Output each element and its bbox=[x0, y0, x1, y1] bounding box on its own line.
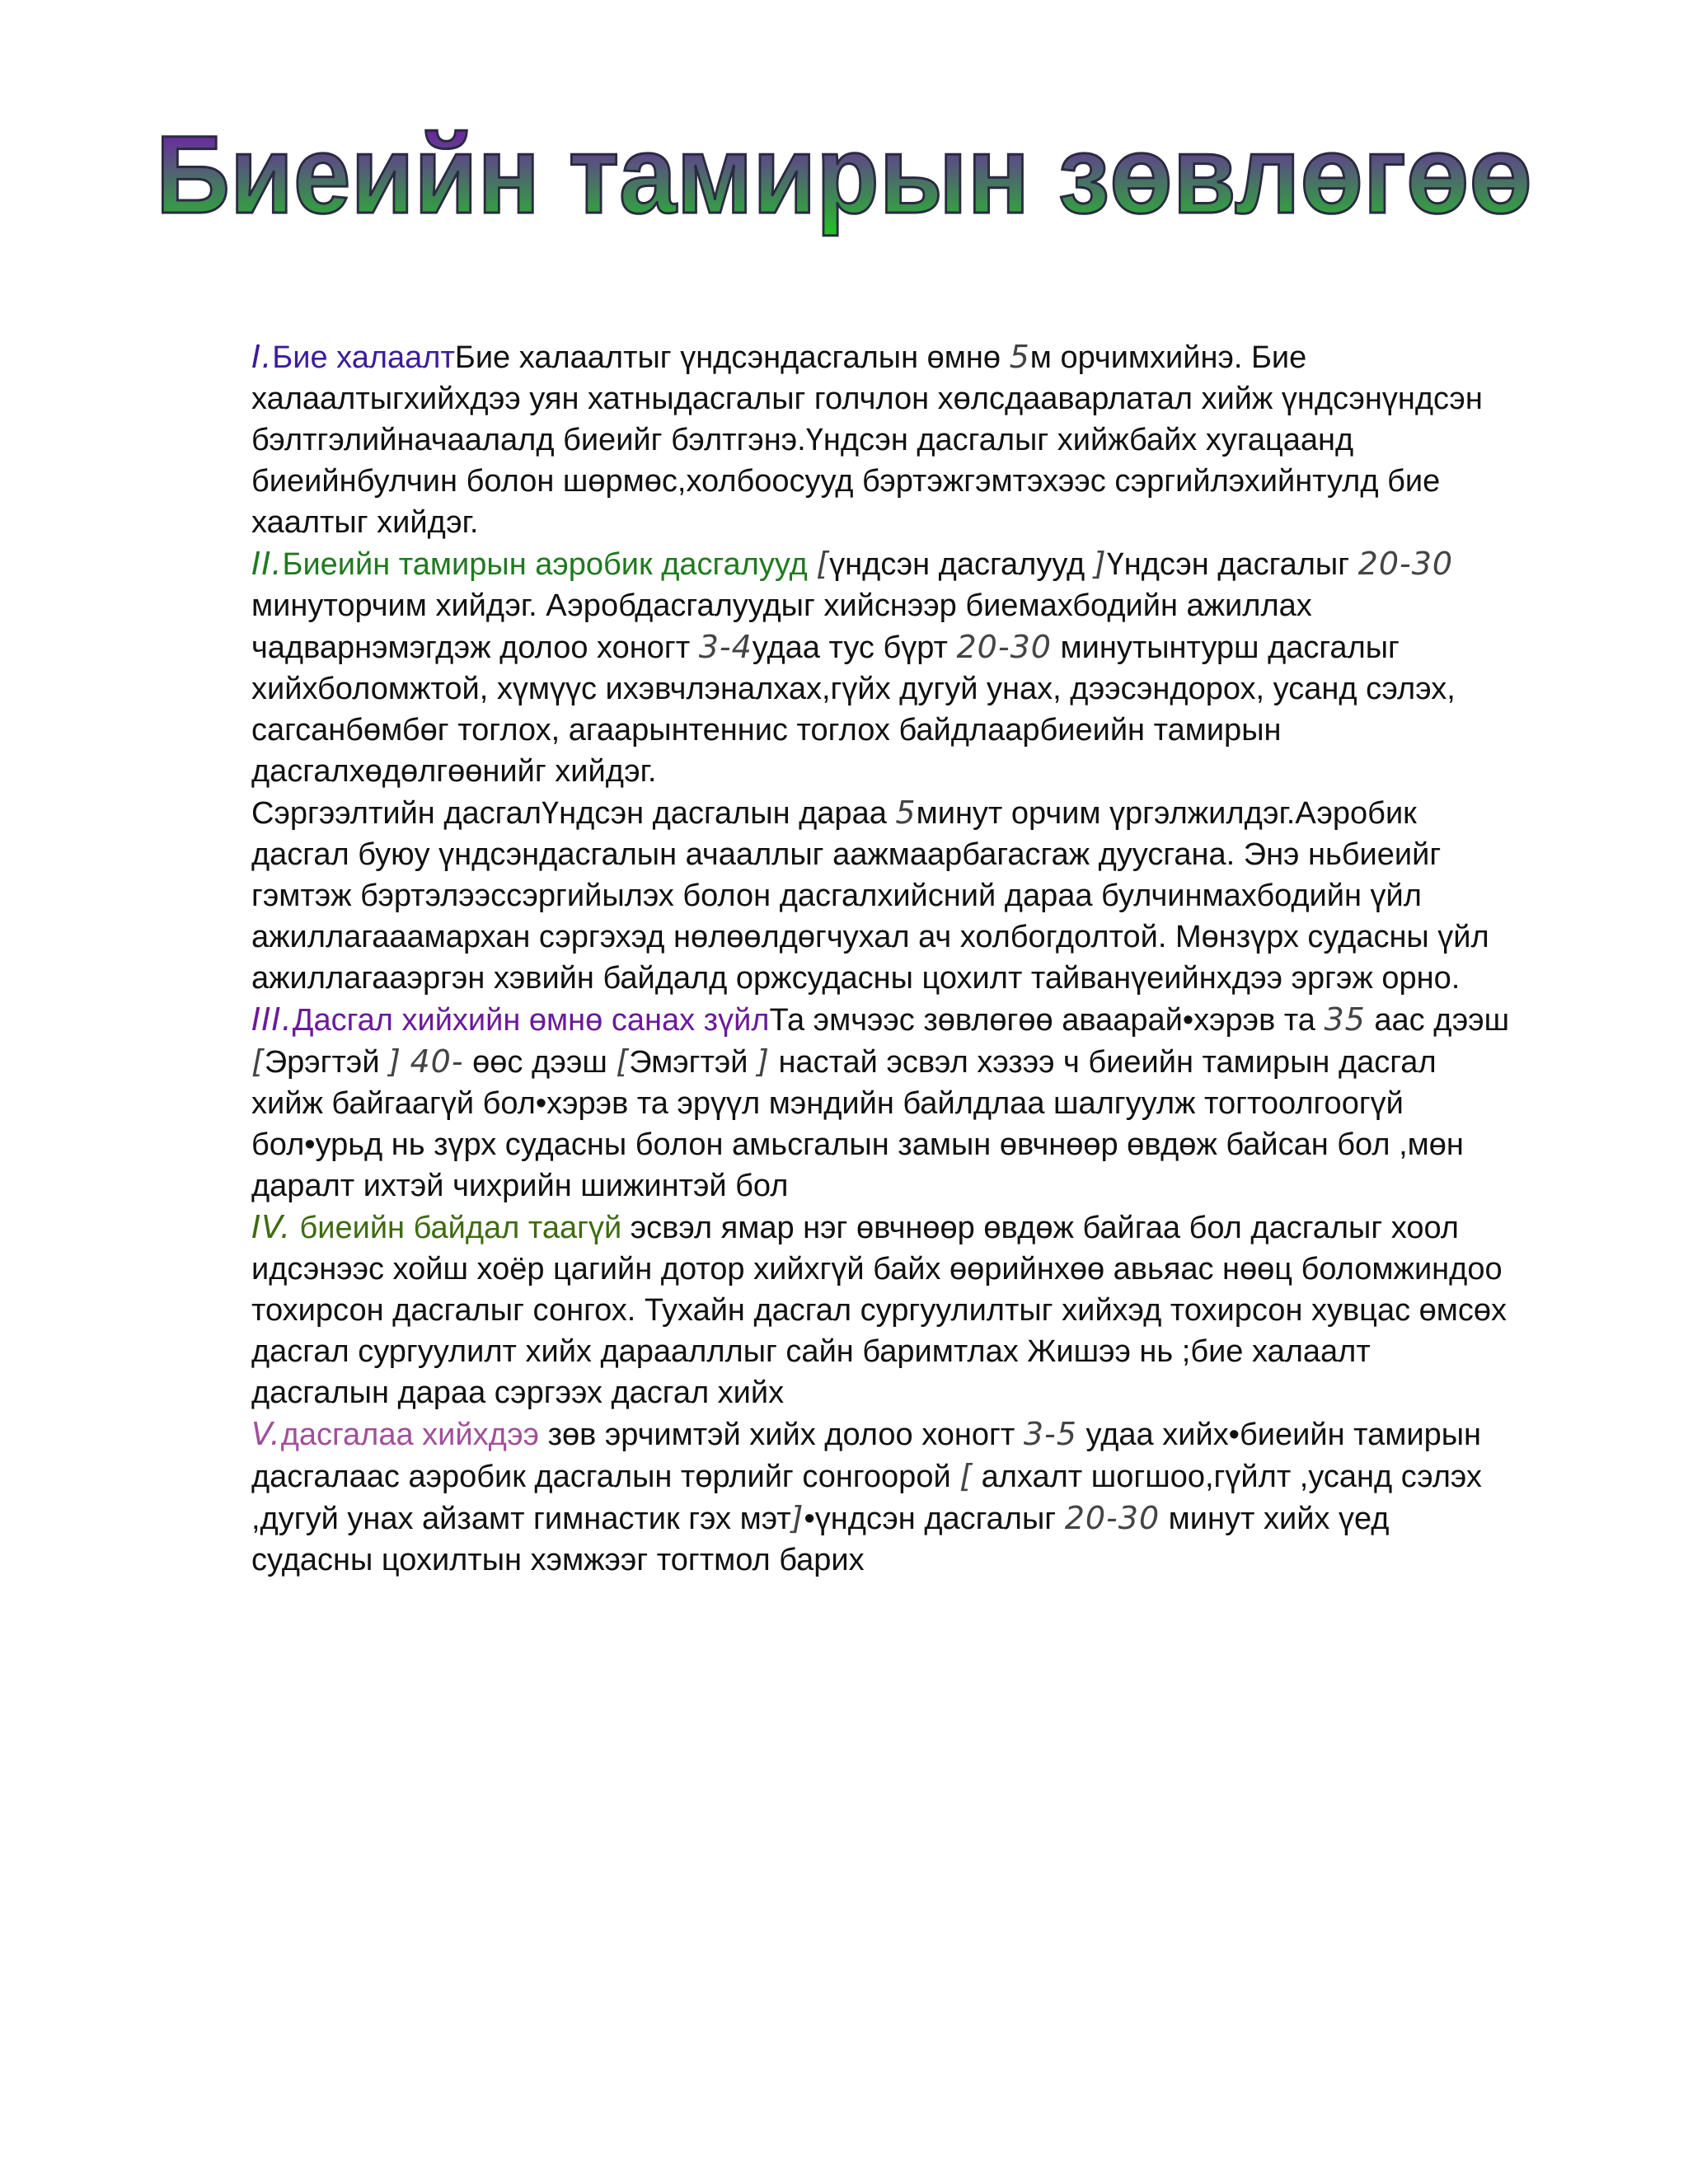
section-2-value-a: 20-30 bbox=[1357, 546, 1454, 582]
section-5 bbox=[251, 1413, 1512, 1581]
section-2-text-c: минуторчим хийдэг. Аэробдасгалуудыг хийснээр биемахбодийн ажиллах чадварнэмэгдэж долоо хоногт bbox=[251, 588, 1312, 665]
section-3-value-b: 40- bbox=[410, 1043, 464, 1080]
section-3-bracket-1: [ bbox=[251, 1043, 265, 1080]
section-3-text-c: Эрэгтэй bbox=[264, 1045, 389, 1080]
section-4-title: биеийн байдал таагүй bbox=[290, 1211, 622, 1245]
section-5-text-d: •үндсэн дасгалыг bbox=[804, 1502, 1065, 1536]
section-1-title: Бие халаалт bbox=[272, 340, 455, 375]
cooldown-text-a: Сэргээлтийн дасгалҮндсэн дасгалын дараа bbox=[251, 796, 896, 831]
section-4-heading bbox=[251, 1211, 621, 1245]
cooldown-value-a: 5 bbox=[895, 794, 917, 831]
section-3-text-a: Та эмчээс зөвлөгөө аваарай•хэрэв та bbox=[769, 1003, 1325, 1038]
section-3-value-a: 35 bbox=[1324, 1001, 1366, 1038]
section-5-value-b: 20-30 bbox=[1064, 1500, 1160, 1536]
section-5-text-c: алхалт шогшоо,гүйлт ,усанд сэлэх ,дугуй унах айзамт гимнастик гэх мэт bbox=[251, 1460, 1482, 1536]
section-3-text-e: өөс дээш bbox=[463, 1045, 617, 1080]
section-5-heading bbox=[251, 1418, 539, 1452]
section-2-value-c: 20-30 bbox=[956, 629, 1052, 665]
section-5-text-e: минут хийх үед судасны цохилтын хэмжээг тогтмол барих bbox=[251, 1502, 1390, 1577]
section-5-bracket-open: [ bbox=[959, 1458, 973, 1494]
section-5-bracket-close: ] bbox=[790, 1500, 804, 1536]
page-title: Биеийн тамирын зөвлөгөө bbox=[156, 124, 1532, 237]
section-4-text-a: эсвэл ямар нэг өвчнөөр өвдөж байгаа бол дасгалыг хоол идсэнээс хойш хоёр цагийн дотор хийхгүй байх өөрийнхөө авьяас нөөц боломжиндоо тохирсон дасгалыг сонгох. Тухайн дасгал сургуулилтыг хийхэд тохирсон хувцас өмсөх дасгал сургуулилт хийх дараалллыг сайн баримтлах Жишээ нь ;бие халаалт дасгалын дараа сэргээх дасгал хийх bbox=[251, 1211, 1507, 1410]
section-5-number: V. bbox=[251, 1416, 281, 1452]
section-2-cooldown bbox=[251, 792, 1512, 999]
article-body bbox=[251, 336, 1512, 1581]
section-2-title: Биеийн тамирын аэробик дасгалууд bbox=[282, 547, 817, 582]
section-3-heading bbox=[251, 1003, 769, 1038]
section-4-number: IV. bbox=[251, 1209, 291, 1245]
section-3 bbox=[251, 999, 1512, 1207]
section-5-value-a: 3-5 bbox=[1023, 1416, 1077, 1452]
section-2 bbox=[251, 543, 1512, 792]
section-4 bbox=[251, 1207, 1512, 1413]
section-1 bbox=[251, 336, 1512, 543]
section-2-bracket-open: [ bbox=[816, 546, 830, 582]
section-2-number: II. bbox=[251, 546, 283, 582]
section-5-title: дасгалаа хийхдээ bbox=[280, 1418, 540, 1452]
cooldown-text-b: минут орчим үргэлжилдэг.Аэробик дасгал буюу үндсэндасгалын ачааллыг аажмаарбагасгаж дуусгана. Энэ ньбиеийг гэмтэж бэртэлээссэргийылэх болон дасгалхийсний дараа булчинмахбодийн үйл ажиллагааамархан сэргэхэд нөлөөлдөгчухал ач холбогдолтой. Мөнзүрх судасны үйл ажиллагааэргэн хэвийн байдалд оржсудасны цохилт тайванүеийнхдээ эргэж орно. bbox=[251, 796, 1489, 996]
section-3-text-d bbox=[401, 1045, 410, 1080]
section-3-text-g: настай эсвэл хэзээ ч биеийн тамирын дасгал хийж байгаагүй бол•хэрэв та эрүүл мэндийн байлдлаа шалгуулж тогтоолгоогүй бол•урьд нь зүрх судасны болон амьсгалын замын өвчнөөр өвдөж байсан бол ,мөн даралт ихтэй чихрийн шижинтэй бол bbox=[251, 1045, 1464, 1203]
section-5-text-a: зөв эрчимтэй хийх долоо хоногт bbox=[539, 1418, 1024, 1452]
section-5-text-b: удаа хийх•биеийн тамирын дасгалаас аэробик дасгалын төрлийг сонгоорой bbox=[251, 1418, 1482, 1494]
section-2-heading bbox=[251, 547, 816, 582]
section-3-number: III. bbox=[251, 1001, 293, 1038]
section-1-text-b: м орчимхийнэ. Бие халаалтыгхийхдээ уян хатныдасгалыг голчлон хөлсдааварлатал хийж үндсэнүндсэн бэлтгэлийначаалалд биеийг бэлтгэнэ.Үндсэн дасгалыг хийжбайх хугацаанд биеийнбулчин болон шөрмөс,холбоосууд бэртэжгэмтэхээс сэргийлэхийнтулд бие хаалтыг хийдэг. bbox=[251, 340, 1483, 540]
section-3-title: Дасгал хийхийн өмнө санах зүйл bbox=[292, 1003, 770, 1038]
section-2-value-b: 3-4 bbox=[698, 629, 753, 665]
section-3-text-f: Эмэгтэй bbox=[629, 1045, 757, 1080]
section-2-bracket-close: ] bbox=[1093, 546, 1107, 582]
section-1-text-a: Бие халаалтыг үндсэндасгалын өмнө bbox=[454, 340, 1010, 375]
section-3-bracket-2: ] bbox=[388, 1043, 401, 1080]
section-2-text-e: минутынтурш дасгалыг хийхболомжтой, хүмүүс ихэвчлэналхах,гүйх дугуй унах, дээсэндорох, усанд сэлэх, сагсанбөмбөг тоглох, агаарынтеннис тоглох байдлаарбиеийн тамирын дасгалхөдөлгөөнийг хийдэг. bbox=[251, 630, 1456, 789]
section-1-number: I. bbox=[251, 339, 273, 375]
section-2-text-b: Үндсэн дасгалыг bbox=[1106, 547, 1358, 582]
section-2-text-d: удаа тус бүрт bbox=[752, 630, 957, 665]
section-1-value-a: 5 bbox=[1009, 339, 1030, 375]
section-2-text-a: үндсэн дасгалууд bbox=[829, 547, 1094, 582]
section-3-bracket-4: ] bbox=[757, 1043, 770, 1080]
section-3-bracket-3: [ bbox=[616, 1043, 630, 1080]
title-wordart bbox=[0, 124, 1688, 280]
section-3-text-b: аас дээш bbox=[1365, 1003, 1510, 1038]
section-1-heading bbox=[251, 340, 455, 375]
